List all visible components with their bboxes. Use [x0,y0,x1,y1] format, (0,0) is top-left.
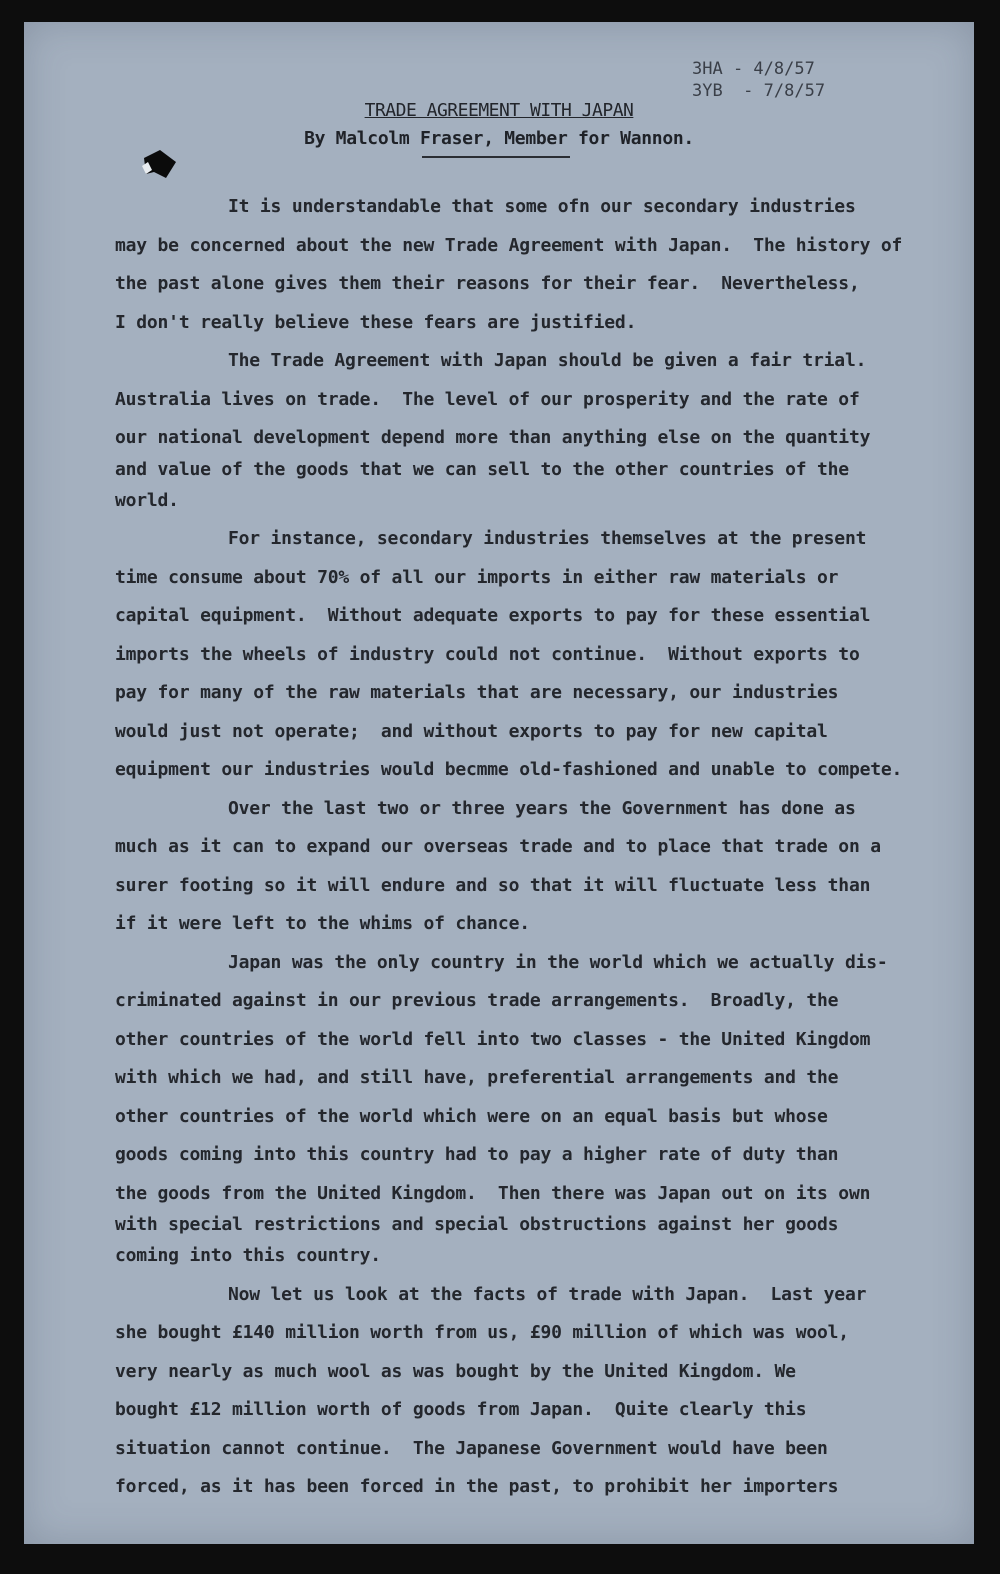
reference-codes [692,58,825,102]
text-line: imports the wheels of industry could not continue. Without exports to [115,643,860,665]
document-body [115,188,975,1507]
text-line: world. [115,489,179,511]
text-line: capital equipment. Without adequate exports to pay for these essential [115,605,871,626]
text-line: time consume about 70% of all our imports in either raw materials or [115,566,839,588]
text-line: criminated against in our previous trade arrangements. Broadly, the [115,990,839,1011]
text-line: Over the last two or three years the Government has done as [228,797,856,819]
text-line: very nearly as much wool as was bought by the United Kingdom. We [115,1360,796,1382]
text-line: The Trade Agreement with Japan should be given a fair trial. [228,350,867,371]
text-line: forced, as it has been forced in the past, to prohibit her importers [115,1476,839,1497]
text-line: with which we had, and still have, preferential arrangements and the [115,1067,839,1088]
paragraph-6 [115,1276,975,1507]
text-line: other countries of the world which were on an equal basis but whose [115,1105,828,1127]
text-line: she bought £140 million worth from us, £90 million of which was wool, [115,1322,849,1343]
reference-line-2: 3YB - 7/8/57 [692,81,826,101]
text-line: goods coming into this country had to pay a higher rate of duty than [115,1144,839,1165]
text-line: pay for many of the raw materials that are necessary, our industries [115,682,839,703]
text-line: and value of the goods that we can sell to the other countries of the [115,458,849,480]
text-line: Japan was the only country in the world which we actually dis- [228,951,888,973]
title-rule [422,156,570,158]
text-line: Now let us look at the facts of trade with Japan. Last year [228,1283,867,1305]
text-line: It is understandable that some ofn our secondary industries [228,196,856,217]
text-line: with special restrictions and special obstructions against her goods [115,1214,839,1235]
text-line: other countries of the world fell into two classes - the United Kingdom [115,1028,871,1050]
text-line: our national development depend more than anything else on the quantity [115,427,871,448]
text-line: the goods from the United Kingdom. Then there was Japan out on its own [115,1182,871,1204]
paragraph-2 [115,342,975,520]
text-line: surer footing so it will endure and so that it will fluctuate less than [115,874,871,896]
text-line: bought £12 million worth of goods from Japan. Quite clearly this [115,1399,807,1420]
text-line: I don't really believe these fears are justified. [115,311,637,333]
paragraph-4 [115,790,975,944]
document-title: TRADE AGREEMENT WITH JAPAN [364,100,634,121]
text-line: situation cannot continue. The Japanese Government would have been [115,1437,828,1459]
text-line: if it were left to the whims of chance. [115,913,530,934]
paragraph-1 [115,188,975,342]
paragraph-3 [115,520,975,790]
text-line: Australia lives on trade. The level of our prosperity and the rate of [115,388,860,410]
text-line: coming into this country. [115,1245,381,1266]
document-page [24,22,974,1544]
text-line: equipment our industries would becmme old-fashioned and unable to compete. [115,759,903,780]
reference-line-1: 3HA - 4/8/57 [692,59,815,79]
text-line: may be concerned about the new Trade Agreement with Japan. The history of [115,234,903,256]
paragraph-5 [115,944,975,1276]
paper-clip-icon [140,148,178,180]
text-line: the past alone gives them their reasons for their fear. Nevertheless, [115,273,860,294]
document-byline: By Malcolm Fraser, Member for Wannon. [304,128,694,149]
text-line: would just not operate; and without exports to pay for new capital [115,720,828,742]
text-line: For instance, secondary industries themselves at the present [228,528,867,549]
text-line: much as it can to expand our overseas trade and to place that trade on a [115,836,881,857]
